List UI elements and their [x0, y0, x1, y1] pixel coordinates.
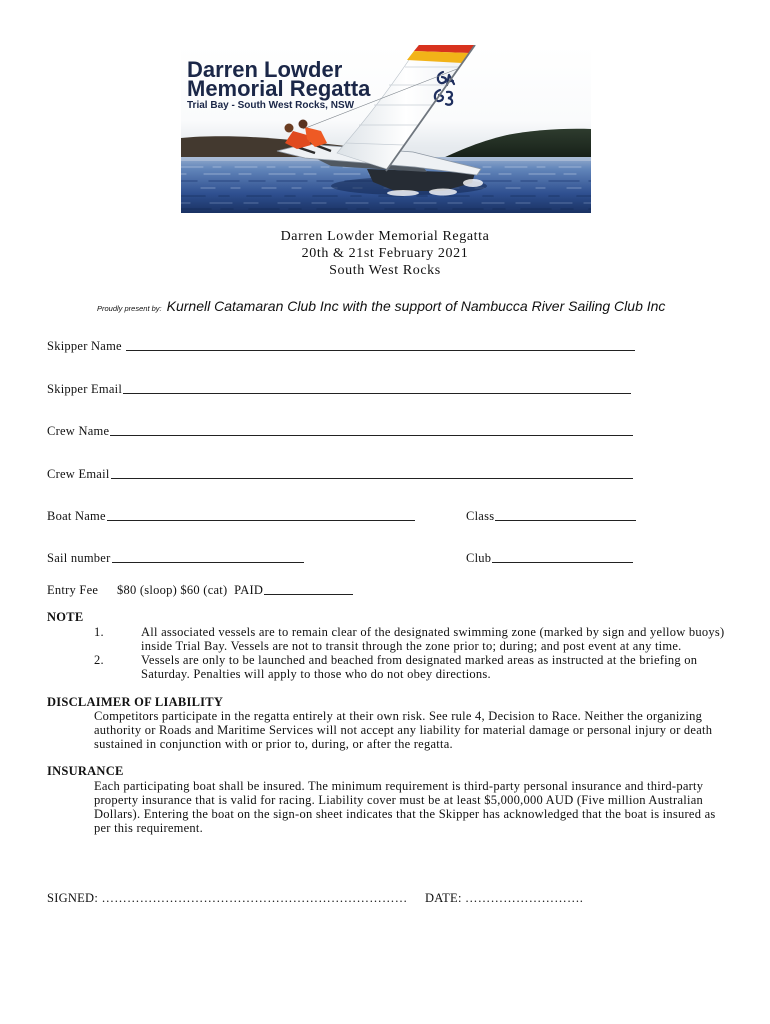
note-item-line: Vessels are only to be launched and beached from designated marked areas as instructed at the briefing on: [141, 653, 698, 667]
note-item-line: All associated vessels are to remain clear of the designated swimming zone (marked by sign and yellow buoys): [141, 625, 725, 639]
sail-number-field[interactable]: [112, 551, 304, 563]
insurance-line: Dollars). Entering the boat on the sign-on sheet indicates that the Skipper has acknowledged that the boat is insured as: [94, 807, 716, 821]
note-item-line: Saturday. Penalties will apply to those who do not obey directions.: [141, 667, 491, 681]
note-item-number: 1.: [94, 625, 104, 639]
disclaimer-line: Competitors participate in the regatta entirely at their own risk. See rule 4, Decision to Race. Neither the organizing: [94, 709, 703, 723]
disclaimer-line: sustained in conjunction with or prior to, during, or after the regatta.: [94, 737, 453, 751]
boat-name-field[interactable]: [107, 509, 415, 521]
sail-number-row: [47, 551, 304, 565]
disclaimer-heading: DISCLAIMER OF LIABILITY: [47, 695, 224, 709]
sail-number-label: Sail number: [47, 551, 111, 565]
club-label: Club: [466, 551, 492, 565]
skipper-name-field[interactable]: [126, 339, 635, 351]
presenter-line: [97, 297, 665, 318]
signature-field[interactable]: ………………………………………………………………: [101, 891, 408, 905]
note-item-line: inside Trial Bay. Vessels are not to transit through the zone prior to; during; and post event at any time.: [141, 639, 682, 653]
insurance-heading: INSURANCE: [47, 764, 124, 778]
entry-fee-label: Entry Fee: [47, 583, 99, 597]
class-row: [466, 509, 636, 523]
skipper-email-row: [47, 382, 631, 396]
insurance-line: property insurance that is valid for racing. Liability cover must be at least $5,000,000 AUD (Five million Australian: [94, 793, 703, 807]
note-item-number: 2.: [94, 653, 104, 667]
event-dates: 20th & 21st February 2021: [301, 246, 469, 261]
boat-name-label: Boat Name: [47, 509, 106, 523]
skipper-email-label: Skipper Email: [47, 382, 123, 396]
presenter-prefix: Proudly present by:: [97, 304, 162, 313]
crew-email-row: [47, 467, 633, 481]
event-header: [0, 228, 770, 279]
event-title: Darren Lowder Memorial Regatta: [280, 229, 490, 244]
banner-title-line1: Darren Lowder: [187, 57, 343, 82]
banner-title-line2: Memorial Regatta: [187, 76, 371, 101]
signed-label: SIGNED:: [47, 891, 99, 905]
entry-fee-amounts: $80 (sloop) $60 (cat) PAID: [117, 583, 264, 597]
sailor-head-a: [285, 124, 294, 133]
crew-email-field[interactable]: [111, 467, 633, 479]
boat-name-row: [47, 509, 415, 523]
event-location: South West Rocks: [329, 263, 441, 278]
presenting-clubs: Kurnell Catamaran Club Inc with the support of Nambucca River Sailing Club Inc: [166, 298, 666, 314]
crew-name-label: Crew Name: [47, 424, 110, 438]
date-row: [425, 891, 583, 905]
skipper-name-label: Skipper Name: [47, 339, 122, 353]
crew-email-label: Crew Email: [47, 467, 110, 481]
signature-row: [47, 891, 407, 905]
disclaimer-line: authority or Roads and Maritime Services will not accept any liability for material damage or personal injury or death: [94, 723, 713, 737]
date-label: DATE:: [425, 891, 462, 905]
sailor-head-b: [299, 120, 308, 129]
club-row: [466, 551, 633, 565]
note-heading: NOTE: [47, 610, 84, 624]
banner-subtitle: Trial Bay - South West Rocks, NSW: [187, 100, 355, 111]
crew-name-row: [47, 424, 633, 438]
class-field[interactable]: [495, 509, 636, 521]
class-label: Class: [466, 509, 495, 523]
club-field[interactable]: [492, 551, 633, 563]
insurance-line: Each participating boat shall be insured. The minimum requirement is third-party personal insurance and third-party: [94, 779, 704, 793]
skipper-name-row: [47, 339, 635, 353]
date-field[interactable]: ……………………….: [465, 891, 584, 905]
insurance-line: per this requirement.: [94, 821, 204, 835]
crew-name-field[interactable]: [110, 424, 633, 436]
paid-field[interactable]: [264, 583, 353, 595]
skipper-email-field[interactable]: [123, 382, 631, 394]
regatta-banner-image: [181, 45, 591, 213]
entry-fee-row: [117, 583, 353, 597]
